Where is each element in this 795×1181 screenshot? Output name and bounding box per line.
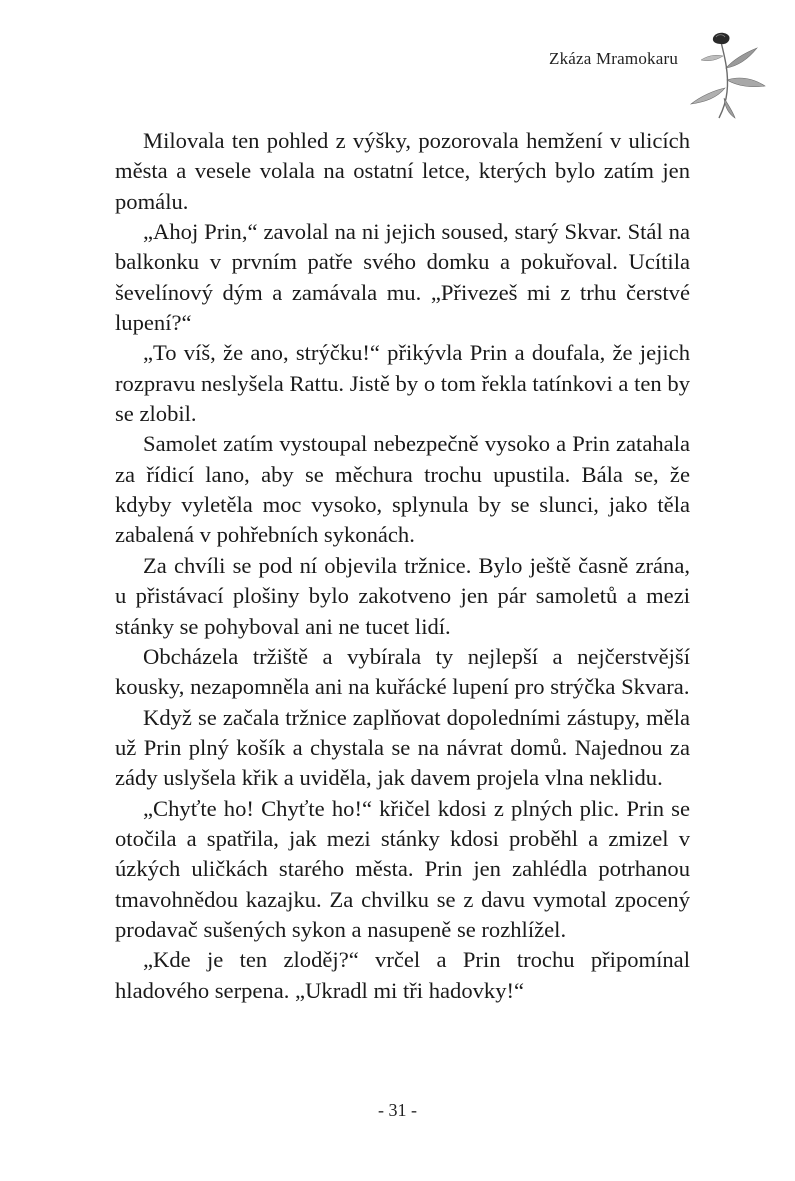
- paragraph: Když se začala tržnice zaplňovat dopoledními zástupy, měla už Prin plný košík a chystala se na návrat domů. Najednou za zády uslyšela křik a uviděla, jak davem projela vlna neklidu.: [115, 704, 690, 791]
- running-head-title: Zkáza Mramokaru: [549, 49, 679, 68]
- paragraph: „Ahoj Prin,“ zavolal na ni jejich soused, starý Skvar. Stál na balkonku v prvním patře svého domku a pokuřoval. Ucítila ševelínový dým a zamávala mu. „Přivezeš mi z trhu čerstvé lupení?“: [115, 219, 690, 336]
- paragraph: „To víš, že ano, strýčku!“ přikývla Prin a doufala, že jejich rozpravu neslyšela Rattu. Jistě by o tom řekla tatínkovi a ten by se zlobil.: [115, 340, 690, 427]
- paragraph: Obcházela tržiště a vybírala ty nejlepší a nejčerstvější kousky, nezapomněla ani na kuřácké lupení pro strýčka Skvara.: [115, 643, 690, 700]
- body-text: [115, 126, 690, 1006]
- paragraph: Za chvíli se pod ní objevila tržnice. Bylo ještě časně zrána, u přistávací plošiny bylo zakotveno jen pár samoletů a mezi stánky se pohyboval ani ne tucet lidí.: [115, 552, 690, 639]
- paragraph: Samolet zatím vystoupal nebezpečně vysoko a Prin zatahala za řídicí lano, aby se měchura trochu upustila. Bála se, že kdyby vyletěla moc vysoko, splynula by se slunci, jako těla zabalená v pohřebních sykonách.: [115, 431, 690, 548]
- page-number: - 31 -: [378, 1100, 417, 1120]
- paragraph: Milovala ten pohled z výšky, pozorovala hemžení v ulicích města a vesele volala na ostatní letce, kterých bylo zatím jen pomálu.: [115, 128, 690, 214]
- paragraph: „Chyťte ho! Chyťte ho!“ křičel kdosi z plných plic. Prin se otočila a spatřila, jak mezi stánky kdosi proběhl a zmizel v úzkých uličkách starého města. Prin jen zahlédla potrhanou tmavohnědou kazajku. Za chvilku se z davu vymotal zpocený prodavač sušených sykon a nasupeně se rozhlížel.: [115, 795, 690, 942]
- paragraph: „Kde je ten zloděj?“ vrčel a Prin trochu připomínal hladového serpena. „Ukradl mi tři hadovky!“: [115, 947, 690, 1003]
- flower-sprig-icon: [685, 28, 775, 120]
